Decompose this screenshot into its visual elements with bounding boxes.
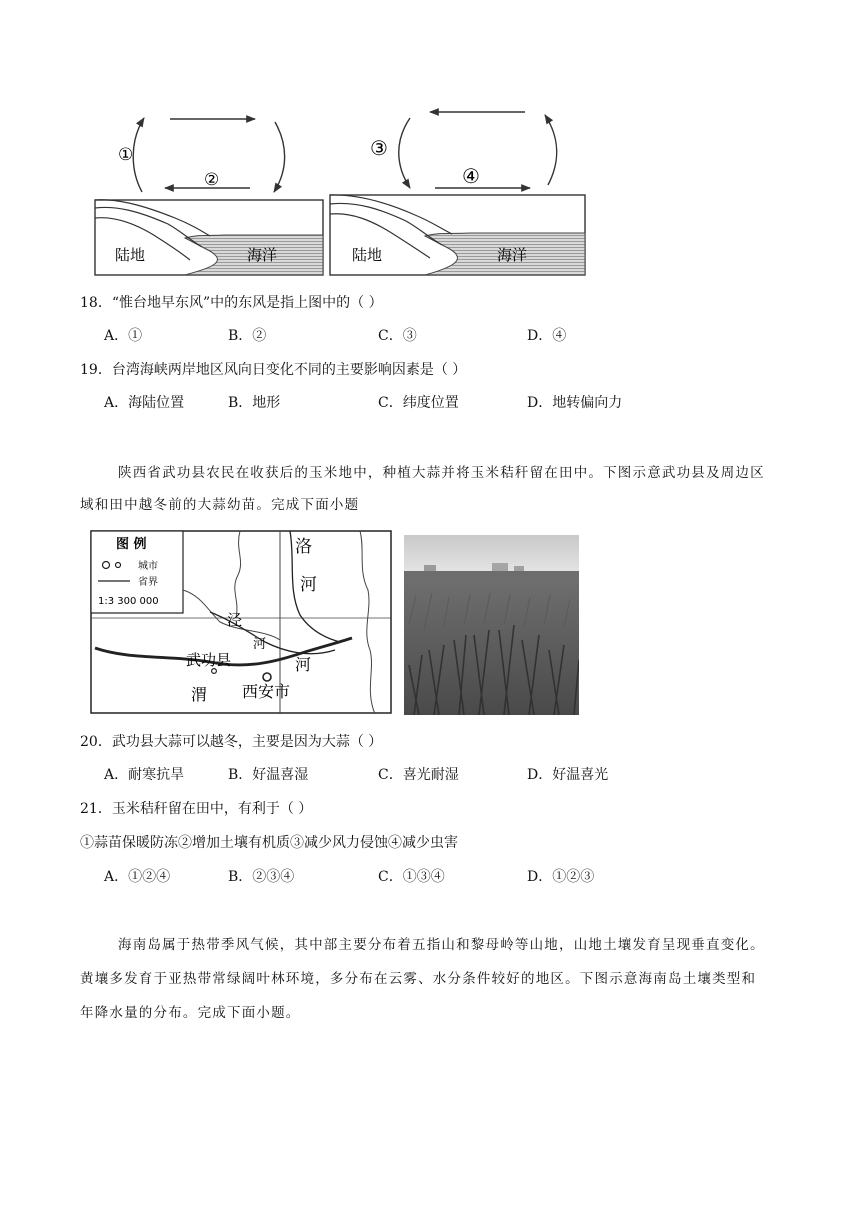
map-wei-label: 渭: [191, 685, 208, 704]
legend-title: 图 例: [116, 537, 147, 552]
q21-option-b[interactable]: B．②③④: [228, 869, 295, 885]
question-18-stem: 18．“惟台地早东风”中的东风是指上图中的（ ）: [80, 295, 383, 311]
sea-label-left: 海洋: [247, 246, 278, 264]
circle-4-label: ④: [462, 164, 480, 188]
legend-border-label: 省界: [138, 577, 158, 588]
map-jing-label-2: 河: [253, 637, 267, 652]
q19-option-d[interactable]: D．地转偏向力: [527, 395, 623, 411]
passage-2-line-3: 年降水量的分布。完成下面小题。: [80, 1005, 301, 1021]
q21-option-d[interactable]: D．①②③: [527, 869, 595, 885]
garlic-seedling-photo: [404, 535, 579, 715]
q18-option-c[interactable]: C．③: [378, 328, 417, 344]
left-panel: [95, 118, 323, 275]
q20-option-b[interactable]: B．好温喜湿: [228, 767, 309, 783]
q20-option-a[interactable]: A．耐寒抗旱: [104, 767, 185, 783]
right-panel: [330, 112, 585, 275]
circle-1-label: ①: [118, 145, 134, 165]
map-he-label: 河: [295, 655, 312, 674]
q21-option-c[interactable]: C．①③④: [378, 869, 445, 885]
q21-option-a[interactable]: A．①②④: [104, 869, 171, 885]
map-xian-label: 西安市: [242, 682, 291, 701]
question-21-stem: 21．玉米秸秆留在田中，有利于（ ）: [80, 801, 313, 817]
question-21-statements: ①蒜苗保暖防冻②增加土壤有机质③减少风力侵蚀④减少虫害: [80, 835, 458, 851]
q18-option-b[interactable]: B．②: [228, 328, 267, 344]
wugong-map: [90, 530, 392, 714]
passage-2-line-1: 海南岛属于热带季风气候，其中部主要分布着五指山和黎母岭等山地，山地土壤发育呈现垂直变化。: [118, 937, 765, 953]
q20-option-d[interactable]: D．好温喜光: [527, 767, 609, 783]
question-20-stem: 20．武功县大蒜可以越冬，主要是因为大蒜（ ）: [80, 734, 383, 750]
q19-option-b[interactable]: B．地形: [228, 395, 281, 411]
land-sea-breeze-diagram: [90, 100, 590, 280]
map-jing-label-1: 泾: [227, 611, 243, 629]
land-label-left: 陆地: [115, 246, 146, 264]
q20-option-c[interactable]: C．喜光耐湿: [378, 767, 459, 783]
q18-option-a[interactable]: A．①: [104, 328, 143, 344]
passage-1-line-1: 陕西省武功县农民在收获后的玉米地中，种植大蒜并将玉米秸秆留在田中。下图示意武功县及周边区: [118, 465, 765, 481]
q18-option-d[interactable]: D．④: [527, 328, 567, 344]
passage-2-line-2: 黄壤多发育于亚热带常绿阔叶林环境，多分布在云雾、水分条件较好的地区。下图示意海南岛土壤类型和: [80, 971, 757, 987]
circle-3-label: ③: [370, 136, 388, 160]
sea-label-right: 海洋: [497, 246, 528, 264]
land-label-right: 陆地: [352, 246, 383, 264]
question-19-stem: 19．台湾海峡两岸地区风向日变化不同的主要影响因素是（ ）: [80, 362, 467, 378]
map-wugong-label: 武功县: [186, 651, 232, 669]
passage-1-line-2: 域和田中越冬前的大蒜幼苗。完成下面小题: [80, 497, 360, 513]
q19-option-c[interactable]: C．纬度位置: [378, 395, 459, 411]
circle-2-label: ②: [204, 170, 220, 190]
legend-city-label: 城市: [138, 561, 158, 572]
legend-scale-label: 1:3 300 000: [98, 596, 159, 607]
map-luo-label-2: 河: [300, 575, 317, 595]
q19-option-a[interactable]: A．海陆位置: [104, 395, 185, 411]
map-luo-label-1: 洛: [295, 537, 312, 557]
